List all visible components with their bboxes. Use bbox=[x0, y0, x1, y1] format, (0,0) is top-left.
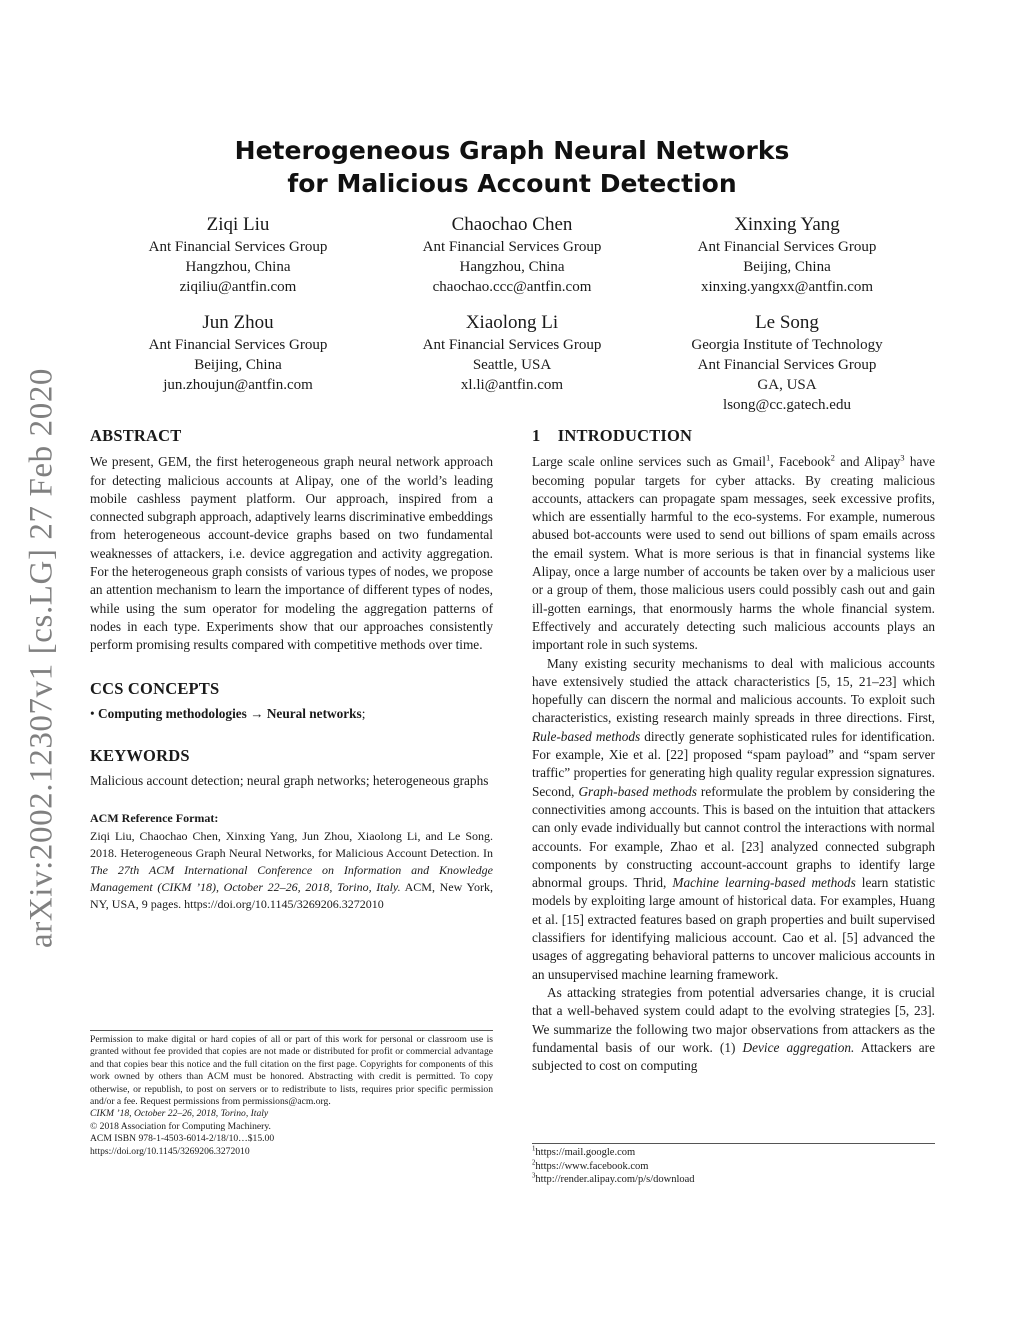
author-block bbox=[118, 310, 358, 395]
intro-p2-text: directly generate sophisticated rules for identification. For example, Xie et al. [22] proposed “spam payload” and “spam server traffic” properties for generating high quality regular expression signatures. Second, bbox=[532, 728, 935, 799]
author-affiliation: Ant Financial Services Group bbox=[148, 239, 328, 255]
ccs-subconcept: Neural networks bbox=[266, 705, 362, 721]
permission-copyright: © 2018 Association for Computing Machinery. bbox=[90, 1120, 271, 1132]
author-location: Beijing, China bbox=[194, 357, 282, 373]
author-name: Xiaolong Li bbox=[465, 312, 559, 333]
title-line-2: for Malicious Account Detection bbox=[287, 169, 737, 198]
footnote-url[interactable]: https://mail.google.com bbox=[535, 1147, 636, 1158]
author-email: ziqiliu@antfin.com bbox=[179, 279, 297, 295]
permission-doi: https://doi.org/10.1145/3269206.3272010 bbox=[90, 1145, 250, 1157]
ccs-heading: CCS CONCEPTS bbox=[90, 678, 220, 698]
author-affiliation: Ant Financial Services Group bbox=[697, 239, 877, 255]
author-name: Jun Zhou bbox=[202, 312, 274, 333]
author-affiliation: Ant Financial Services Group bbox=[422, 239, 602, 255]
author-block bbox=[118, 212, 358, 297]
author-email: jun.zhoujun@antfin.com bbox=[163, 377, 313, 393]
right-column bbox=[532, 427, 935, 1075]
keywords-text: Malicious account detection; neural graph networks; heterogeneous graphs bbox=[90, 773, 489, 789]
footnote-num: 1 bbox=[532, 1145, 536, 1153]
intro-p2-emph: Machine learning-based methods bbox=[672, 875, 856, 891]
intro-p2-emph: Graph-based methods bbox=[578, 783, 697, 799]
intro-p1-text: Large scale online services such as Gmail bbox=[532, 454, 766, 470]
author-location: Hangzhou, China bbox=[459, 259, 565, 275]
author-affiliation: Georgia Institute of Technology bbox=[691, 337, 883, 353]
footnote-ref: 3 bbox=[900, 452, 905, 463]
left-column bbox=[90, 427, 493, 913]
permission-conference: CIKM ’18, October 22–26, 2018, Torino, Italy bbox=[90, 1108, 269, 1120]
ccs-arrow: → bbox=[250, 705, 264, 721]
footnote-ref: 1 bbox=[766, 452, 771, 463]
author-affiliation-2: Ant Financial Services Group bbox=[697, 357, 877, 373]
intro-p2-text: learn statistic models by exploiting large amount of historical data. For examples, Huang et al. [15] extracted features based on graph properties and built supervised classifiers for identifying malicious account. Cao et al. [5] advanced the usages of aggregating behavioral patterns to uncover malicious accounts in an unsupervised machine learning framework. bbox=[532, 875, 935, 982]
title-line-1: Heterogeneous Graph Neural Networks bbox=[234, 136, 790, 165]
author-name: Ziqi Liu bbox=[206, 214, 270, 235]
footnote bbox=[532, 1173, 935, 1187]
author-name: Chaochao Chen bbox=[451, 214, 573, 235]
author-email: lsong@cc.gatech.edu bbox=[723, 397, 851, 413]
intro-p3-emph: Device aggregation. bbox=[742, 1039, 855, 1055]
author-block bbox=[392, 212, 632, 297]
footnote-num: 2 bbox=[532, 1159, 536, 1166]
paper-title bbox=[150, 134, 874, 200]
author-email: xl.li@antfin.com bbox=[460, 377, 564, 393]
acm-ref-venue: The 27th ACM International Conference on Information and Knowledge Management (CIKM ’18), October 22–26, 2018, Torino, Italy. bbox=[90, 863, 493, 895]
author-location: Hangzhou, China bbox=[185, 259, 291, 275]
intro-p2-emph: Rule-based methods bbox=[532, 728, 641, 744]
intro-p2-text: Many existing security mechanisms to deal with malicious accounts have extensively studied the attack characteristics [5, 15, 21–23] which hopefully can discern the normal and malicious accounts. To exploit such characteristics, existing research mainly spreads in three directions. First, bbox=[532, 655, 935, 726]
acm-reference-heading: ACM Reference Format: bbox=[90, 810, 219, 825]
acm-ref-post: ACM, New York, NY, USA, 9 pages. https://doi.org/10.1145/3269206.3272010 bbox=[90, 880, 493, 912]
intro-paragraph-2 bbox=[532, 655, 935, 984]
author-location: Seattle, USA bbox=[472, 357, 552, 373]
footnote bbox=[532, 1146, 935, 1160]
footnote-url[interactable]: https://www.facebook.com bbox=[535, 1160, 649, 1172]
footnote bbox=[532, 1160, 935, 1174]
author-name: Xinxing Yang bbox=[734, 214, 840, 235]
intro-p1-text: have becoming popular targets for cyber attacks. By creating malicious accounts, attackers can propagate spam messages, seek excessive profits, which are essentially harmful to the eco-systems. For example, numerous abused bot-accounts were used to send out billions of spam emails across the email system. What is more serious is that in financial systems like Alipay, once a large number of accounts be taken over by a malicious user or a group of them, those malicious users could possibly cash out and gain ill-gotten earnings, that enormously harms the whole financial system. Effectively and accurately detecting such malicious accounts plays an important role in such systems. bbox=[532, 454, 935, 653]
intro-paragraph-1 bbox=[532, 453, 935, 654]
acm-reference bbox=[90, 828, 493, 913]
author-name: Le Song bbox=[755, 312, 819, 333]
acm-ref-pre: Ziqi Liu, Chaochao Chen, Xinxing Yang, Jun Zhou, Xiaolong Li, and Le Song. 2018. Heterogeneous Graph Neural Networks, for Malicious Account Detection. In bbox=[90, 829, 493, 861]
abstract-heading: ABSTRACT bbox=[90, 426, 182, 445]
author-block bbox=[667, 310, 907, 415]
permission-isbn: ACM ISBN 978-1-4503-6014-2/18/10…$15.00 bbox=[90, 1133, 275, 1145]
arxiv-stamp-text: arXiv:2002.12307v1 [cs.LG] 27 Feb 2020 bbox=[23, 367, 60, 949]
author-affiliation: Ant Financial Services Group bbox=[148, 337, 328, 353]
ccs-concept: Computing methodologies bbox=[97, 705, 247, 721]
intro-p1-text: , Facebook bbox=[770, 454, 831, 470]
footnote-num: 3 bbox=[532, 1172, 536, 1180]
author-email: chaochao.ccc@antfin.com bbox=[432, 279, 592, 295]
ccs-end: ; bbox=[361, 705, 366, 721]
intro-paragraph-3 bbox=[532, 984, 935, 1075]
permission-block bbox=[90, 1030, 493, 1158]
author-block bbox=[392, 310, 632, 395]
intro-heading: 1 INTRODUCTION bbox=[532, 426, 693, 445]
author-affiliation: Ant Financial Services Group bbox=[422, 337, 602, 353]
footnote-ref: 2 bbox=[830, 452, 835, 463]
intro-p3-text: As attacking strategies from potential adversaries change, it is crucial that a well-behaved system could adapt to the evolving strategies [5, 23]. We summarize the following two major observations from attackers as the fundamental basis of our work. (1) bbox=[532, 984, 935, 1055]
abstract-text: We present, GEM, the first heterogeneous graph neural network approach for detecting malicious accounts at Alipay, one of the world’s leading mobile cashless payment platform. Our approach, inspired from a connected subgraph approach, adaptively learns discriminative embeddings from heterogeneous account-device graphs based on two fundamental weaknesses of attackers, i.e. device aggregation and activity aggregation. For the heterogeneous graph consists of various types of nodes, we propose an attention mechanism to learn the importance of different types of nodes, while using the sum operator for modeling the aggregation patterns of nodes in each type. Experiments show that our approaches consistently perform promising results compared with competitive methods over time. bbox=[90, 454, 493, 653]
footnotes bbox=[532, 1143, 935, 1187]
intro-p2-text: reformulate the problem by considering the connectivities among accounts. This is based on the intuition that attackers can only evade individually but cannot control the interactions with normal accounts. For example, Zhao et al. [23] analyzed connected subgraph components by constructing account-account graphs to identify large abnormal groups. Thrid, bbox=[532, 783, 935, 891]
intro-p3-text: Attackers are subjected to cost on computing bbox=[532, 1039, 935, 1074]
keywords-heading: KEYWORDS bbox=[90, 746, 190, 766]
footnote-url[interactable]: http://render.alipay.com/p/s/download bbox=[535, 1174, 695, 1185]
permission-text: Permission to make digital or hard copies of all or part of this work for personal or classroom use is granted without fee provided that copies are not made or distributed for profit or commercial advantage and that copies bear this notice and the full citation on the first page. Copyrights for components of this work owned by others than ACM must be honored. Abstracting with credit is permitted. To copy otherwise, or republish, to post on servers or to redistribute to lists, requires prior specific permission and/or a fee. Request permissions from permissions@acm.org. bbox=[90, 1034, 493, 1108]
intro-p1-text: and Alipay bbox=[834, 454, 901, 470]
ccs-bullet: • bbox=[90, 705, 95, 721]
author-location: Beijing, China bbox=[743, 259, 831, 275]
author-email: xinxing.yangxx@antfin.com bbox=[700, 279, 874, 295]
author-block bbox=[667, 212, 907, 297]
ccs-concepts bbox=[90, 705, 493, 723]
author-location: GA, USA bbox=[757, 377, 817, 393]
